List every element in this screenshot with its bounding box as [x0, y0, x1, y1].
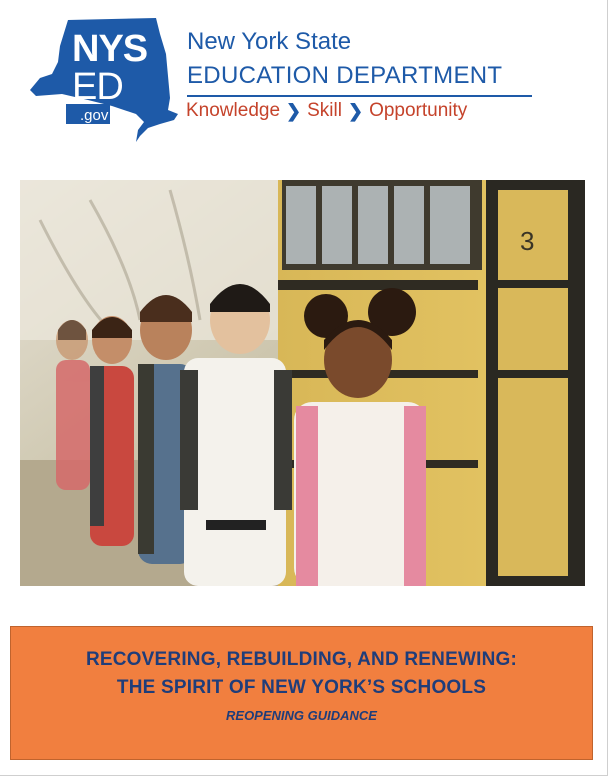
tagline-skill: Skill — [307, 100, 342, 121]
tagline — [186, 100, 467, 122]
nysed-logo — [28, 14, 533, 142]
bus-number: 3 — [520, 226, 535, 256]
chevron-right-icon: ❯ — [347, 100, 364, 121]
cover-photo-children-school-bus — [20, 180, 585, 586]
logo-gov-text: .gov — [80, 107, 109, 124]
tagline-opportunity: Opportunity — [369, 100, 468, 121]
title-banner — [10, 626, 593, 760]
agency-divider — [187, 95, 532, 97]
children-bus-illustration — [20, 180, 585, 586]
chevron-right-icon: ❯ — [286, 100, 302, 121]
logo-nys-text: NYS — [72, 28, 148, 70]
agency-name-line2: EDUCATION DEPARTMENT — [187, 62, 503, 89]
title-line2: THE SPIRIT OF NEW YORK’S SCHOOLS — [116, 677, 487, 698]
logo-ed-text: ED — [72, 66, 123, 108]
subtitle-reopening-guidance: REOPENING GUIDANCE — [226, 708, 377, 723]
title-line1: RECOVERING, REBUILDING, AND RENEWING: — [85, 649, 518, 670]
agency-name-line1: New York State — [187, 28, 352, 55]
tagline-knowledge: Knowledge — [186, 100, 281, 121]
